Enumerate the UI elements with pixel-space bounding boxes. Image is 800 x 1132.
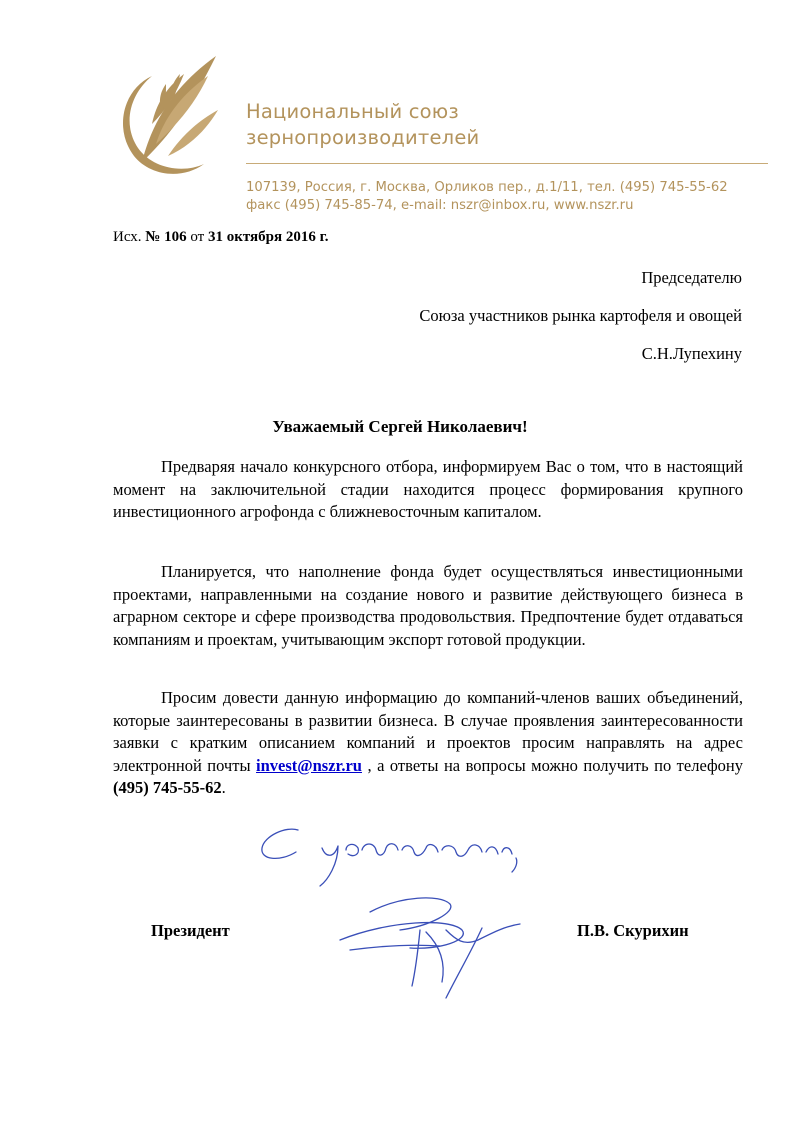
- signatory-name: П.В. Скурихин: [577, 921, 689, 940]
- addressee-organization: Союза участников рынка картофеля и овощей: [419, 306, 742, 325]
- addressee-name: С.Н.Лупехину: [641, 344, 742, 363]
- paragraph-3-start: Просим довести данную информацию до компаний-членов ваших объединений, которые заинтересованы в развитии бизнеса. В случае проявления заинтересованности заявки с кратким описанием компаний и проектов просим направлять на адрес электронной почты: [113, 688, 743, 775]
- handwritten-signature: [250, 800, 550, 1020]
- org-name: [246, 99, 479, 151]
- org-name-line2: зернопроизводителей: [246, 126, 480, 149]
- email-link[interactable]: invest@nszr.ru: [256, 755, 362, 775]
- phone-number: (495) 745-55-62: [113, 778, 222, 797]
- header-divider: [246, 163, 768, 164]
- fax-email-line: факс (495) 745-85-74, e-mail: nszr@inbox.ru, www.nszr.ru: [246, 198, 634, 213]
- greeting: Уважаемый Сергей Николаевич!: [272, 417, 528, 436]
- signatory-position: Президент: [151, 921, 230, 940]
- outgoing-number: [113, 229, 329, 246]
- paragraph-2: Планируется, что наполнение фонда будет осуществляться инвестиционными проектами, направленными на создание нового и развитие действующего бизнеса в аграрном секторе и сфере производства продовольствия. Предпочтение будет отдаваться компаниям и проектам, учитывающим экспорт готовой продукции.: [113, 562, 743, 649]
- outgoing-date: 31 октября 2016 г.: [207, 229, 329, 245]
- paragraph-3-end: .: [221, 778, 226, 797]
- contact-block: [246, 179, 728, 215]
- paragraph-3-middle: , а ответы на вопросы можно получить по телефону: [361, 755, 743, 775]
- org-name-line1: Национальный союз: [246, 100, 459, 123]
- paragraph-1: Предваряя начало конкурсного отбора, информируем Вас о том, что в настоящий момент на заключительной стадии находится процесс формирования крупного инвестиционного агрофонда с ближневосточным капиталом.: [113, 457, 743, 521]
- paragraph-3: [113, 687, 743, 800]
- addressee-title: Председателю: [641, 268, 742, 287]
- outgoing-number-value: № 106: [145, 229, 187, 245]
- outgoing-from: от: [190, 229, 205, 245]
- address-line: 107139, Россия, г. Москва, Орликов пер., д.1/11, тел. (495) 745-55-62: [246, 180, 728, 195]
- outgoing-prefix: Исх.: [113, 229, 142, 245]
- union-logo-icon: [112, 52, 224, 178]
